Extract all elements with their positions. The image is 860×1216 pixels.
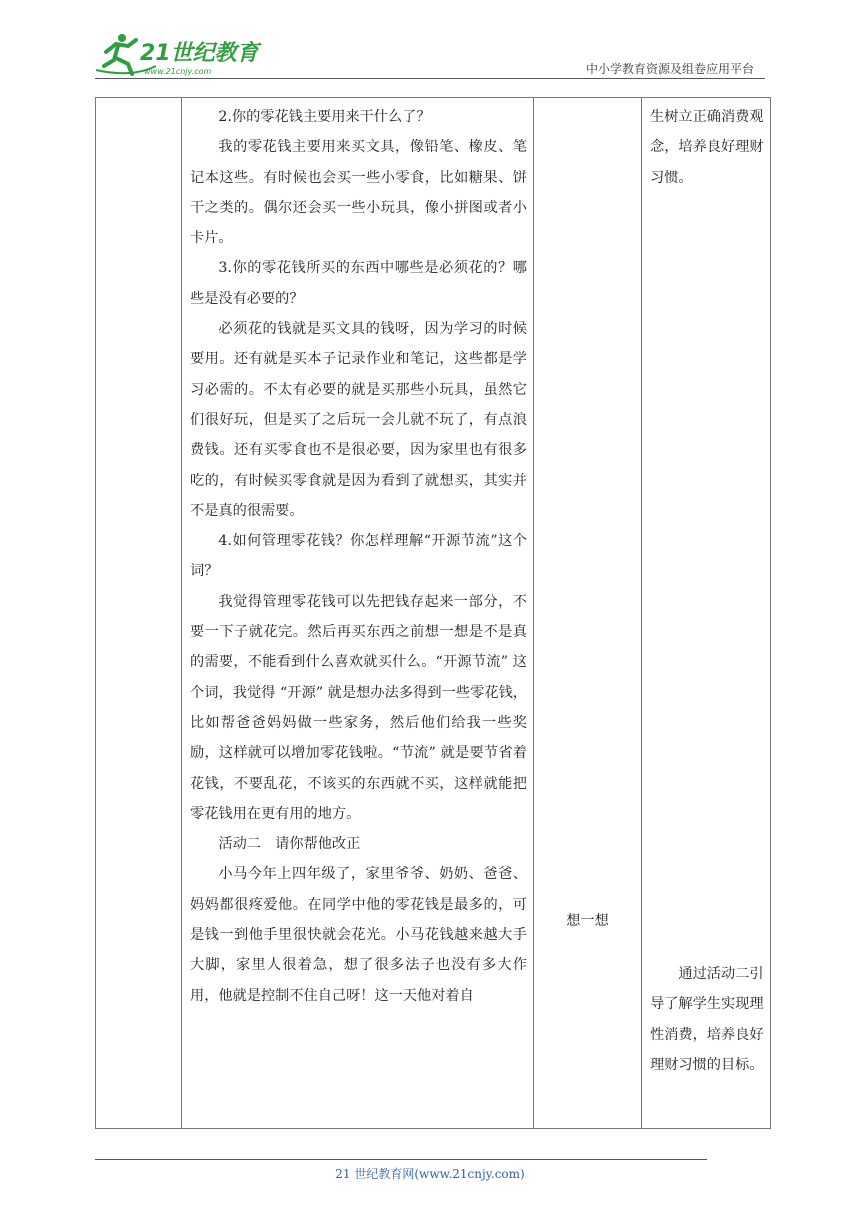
page-header — [0, 0, 860, 80]
answer-2: 我的零花钱主要用来买文具，像铅笔、橡皮、笔记本这些。有时候也会买一些小零食，比如糖果、饼干之类的。偶尔还会买一些小玩具，像小拼图或者小卡片。 — [190, 139, 527, 247]
goal-text-top: 生树立正确消费观念，培养良好理财习惯。 — [650, 109, 764, 186]
method-label: 想一想 — [566, 913, 609, 929]
goal-cell — [642, 98, 771, 1129]
question-4: 4.如何管理零花钱？你怎样理解“开源节流”这个词？ — [190, 533, 527, 580]
header-divider — [95, 78, 765, 79]
svg-text:21世纪教育: 21世纪教育 — [140, 41, 259, 66]
site-logo — [92, 30, 262, 78]
lesson-table — [95, 97, 771, 1129]
svg-text:www.21cnjy.com: www.21cnjy.com — [144, 67, 212, 76]
activity-two-title: 活动二 请你帮他改正 — [218, 836, 361, 853]
stage-cell — [96, 98, 182, 1129]
answer-3: 必须花的钱就是买文具的钱呀，因为学习的时候要用。还有就是买本子记录作业和笔记，这些都是学习必需的。不太有必要的就是买那些小玩具，虽然它们很好玩，但是买了之后玩一会儿就不玩了，有点浪费钱。还有买零食也不是很必要，因为家里也有很多吃的，有时候买零食就是因为看到了就想买，其实并不是真的很需要。 — [190, 321, 527, 519]
method-cell — [534, 98, 642, 1129]
footer-text: 21 世纪教育网(www.21cnjy.com) — [335, 1167, 525, 1181]
question-2: 2.你的零花钱主要用来干什么了？ — [218, 109, 431, 125]
platform-name: 中小学教育资源及组卷应用平台 — [585, 62, 754, 76]
table-row — [96, 98, 771, 1129]
question-3: 3.你的零花钱所买的东西中哪些是必须花的？哪些是没有必要的？ — [190, 260, 527, 307]
answer-4: 我觉得管理零花钱可以先把钱存起来一部分，不要一下子就花完。然后再买东西之前想一想是不是真的需要，不能看到什么喜欢就买什么。“开源节流” 这个词，我觉得 “开源” 就是想办法多得到一些零花钱，比如帮爸爸妈妈做一些家务，然后他们给我一些奖励，这样就可以增加零花钱啦。“节流” 就是要节省着花钱，不要乱花，不该买的东西就不买，这样就能把零花钱用在更有用的地方。 — [190, 593, 527, 822]
goal-text-activity-two: 通过活动二引导了解学生实现理性消费，培养良好理财习惯的目标。 — [650, 966, 764, 1073]
content-cell — [182, 98, 534, 1129]
activity-two-story: 小马今年上四年级了，家里爷爷、奶奶、爸爸、妈妈都很疼爱他。在同学中他的零花钱是最多的，可是钱一到他手里很快就会花光。小马花钱越来越大手大脚，家里人很着急，想了很多法子也没有多大作用，他就是控制不住自己呀！这一天他对着自 — [190, 866, 527, 1004]
footer-divider — [95, 1159, 707, 1160]
